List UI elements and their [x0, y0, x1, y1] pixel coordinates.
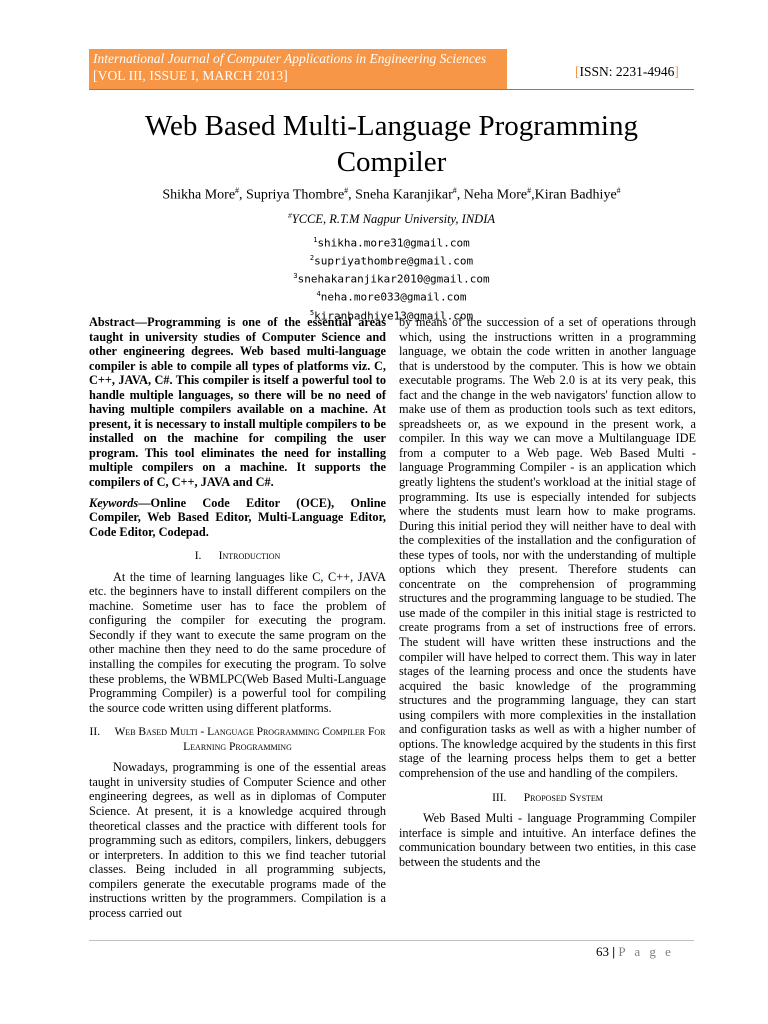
- issn-bracket-open: [: [575, 64, 580, 79]
- keywords-text: —Online Code Editor (OCE), Online Compiler, Web Based Editor, Multi-Language Editor, Code Editor, Codepad.: [89, 495, 386, 539]
- issn: [575, 64, 679, 80]
- email-list: [89, 233, 694, 324]
- author-name: Neha More: [463, 187, 528, 203]
- email-item: [89, 233, 694, 251]
- author-mark: #: [344, 186, 349, 195]
- author-mark: #: [235, 186, 240, 195]
- author-name: Shikha More: [162, 187, 236, 203]
- paragraph: Nowadays, programming is one of the essential areas taught in university studies of Computer Science and other engineering degrees, as well as in diplomas of Computer Science. At present, it is a knowledge acquired through theoretical classes and the practice with different tools for programming such as editors, compilers, linkers, debuggers or interpreters. In addition to this we find teacher tutorial classes. Being included in all programming subjects, compilers generate the executable programs made of the instructions written by the programmers. Compilation is a process carried out: [89, 760, 386, 920]
- journal-banner: [89, 49, 507, 89]
- author-list: Shikha More#, Supriya Thombre#, Sneha Karanjikar#, Neha More#,Kiran Badhiye#: [162, 186, 621, 203]
- author-name: Kiran Badhiye: [534, 187, 617, 203]
- abstract-label: Abstract: [89, 315, 135, 329]
- email-num: 2: [309, 254, 315, 263]
- keywords-label: Keywords: [89, 495, 139, 510]
- section-heading-web-based: [89, 725, 386, 754]
- journal-volume: [VOL III, ISSUE I, MARCH 2013]: [93, 68, 288, 83]
- email-num: 3: [293, 272, 298, 281]
- email-item: [89, 287, 694, 305]
- issn-bracket-close: ]: [674, 64, 679, 79]
- page-word: P a g e: [618, 944, 674, 959]
- paragraph: Web Based Multi - language Programming Compiler interface is simple and intuitive. An interface defines the communication boundary between two entities, in this case between the students and the: [399, 811, 696, 869]
- section-number: I.: [194, 550, 202, 563]
- email-address: supriyathombre@gmail.com: [314, 254, 474, 268]
- header-rule: [89, 89, 694, 90]
- author-mark: #: [527, 186, 532, 195]
- section-heading-introduction: [89, 549, 386, 564]
- issn-text: ISSN: 2231-4946: [579, 64, 675, 79]
- affiliation-text: YCCE, R.T.M Nagpur University, INDIA: [291, 212, 495, 227]
- email-num: 1: [313, 236, 318, 244]
- page-separator: |: [612, 944, 616, 959]
- keywords: [89, 496, 386, 540]
- section-title: Introduction: [218, 550, 281, 563]
- email-address: shikha.more31@gmail.com: [317, 236, 470, 250]
- email-item: [89, 269, 694, 287]
- affiliation: [89, 211, 694, 227]
- paper-title: Web Based Multi-Language Programming Compiler: [145, 110, 638, 178]
- section-heading-proposed-system: [399, 791, 696, 806]
- section-number: II.: [89, 726, 101, 739]
- email-address: kiranbadhiye13@gmail.com: [314, 309, 474, 323]
- page-number: [596, 944, 674, 960]
- abstract-text: —Programming is one of the essential areas taught in university studies of Computer Science and other engineering degrees. Web based multi-language compiler is able to compile all types of platforms viz. C, C++, JAVA, C#. This compiler is itself a powerful tool to handle multiple languages, so there will be no need of having multiple compilers available on a machine. At present, it is necessary to install multiple compilers to be installed on the machine for compiling the user program. This tool eliminates the need for installing multiple compilers on a machine. It supports the compilers of C, C++, JAVA and C#.: [89, 315, 386, 490]
- author-name: Sneha Karanjikar: [355, 187, 453, 203]
- section-number: III.: [492, 791, 507, 804]
- email-address: snehakaranjikar2010@gmail.com: [297, 272, 490, 286]
- paragraph: by means of the succession of a set of operations through which, using the instructions written in a programming language, we obtain the code written in another language that is understood by the computer. This is how we obtain executable programs. The Web 2.0 is at its very peak, this fact and the change in the web navigators' function allow to make use of them as production tools such as text editors, spreadsheets or, as we expound in the present work, a compiler. In this way we can move a Multilanguage IDE from a computer to a Web page. Web Based Multi - language Programming Compiler - is an application which greatly lightens the student's workload at the initial stage of programming. Its use is especially intended for subjects where the students must learn how to make programs. During this initial period they will neither have to deal with the complexities of the installation and the configuration of these types of tools, nor with the understanding of multiple options which they present. Therefore students can concentrate on the comprehension of programming structures and the programming language to be studied. The use made of the compiler in this initial stage is restricted to create programs from a set of instructions free of errors. The student will have written these instructions and the compiler will have helped to correct them. This way in later stages of the learning process and once the students have acquired the basic knowledge of the programming structures and the programming language, they can start using compilers with more complexities in the installation and configuration tasks as well as with a higher number of options. The knowledge acquired by the students in this first stage of the learning process helps them to get a better comprehension of the use and handling of the compilers.: [399, 315, 696, 780]
- page-number-value: 63: [596, 944, 609, 959]
- journal-name: International Journal of Computer Applications in Engineering Sciences: [93, 51, 487, 66]
- author-mark: #: [616, 186, 621, 195]
- email-item: [89, 251, 694, 269]
- author-mark: #: [452, 186, 457, 195]
- email-num: 5: [309, 308, 315, 317]
- right-column: [399, 315, 696, 869]
- author-name: Supriya Thombre: [246, 187, 345, 203]
- footer-rule: [89, 940, 694, 941]
- email-address: neha.more033@gmail.com: [320, 291, 467, 305]
- section-title: Proposed System: [523, 791, 603, 804]
- abstract: [89, 315, 386, 490]
- affiliation-mark: #: [288, 211, 292, 220]
- section-title: Web Based Multi - Language Programming Compiler For Learning Programming: [114, 726, 386, 753]
- left-column: [89, 315, 386, 920]
- email-num: 4: [316, 290, 321, 299]
- paragraph: At the time of learning languages like C, C++, JAVA etc. the beginners have to install different compilers on the machine. Sometime user has to face the problem of configuring the compiler for executing the program. Secondly if they want to execute the same program on the other machine then they need to do the same procedure of installing the compiles for executing the program. To solve these problems, the WBMLPC(Web Based Multi-Language Programming Compiler) is a powerful tool for compiling the source code written using different platforms.: [89, 569, 386, 715]
